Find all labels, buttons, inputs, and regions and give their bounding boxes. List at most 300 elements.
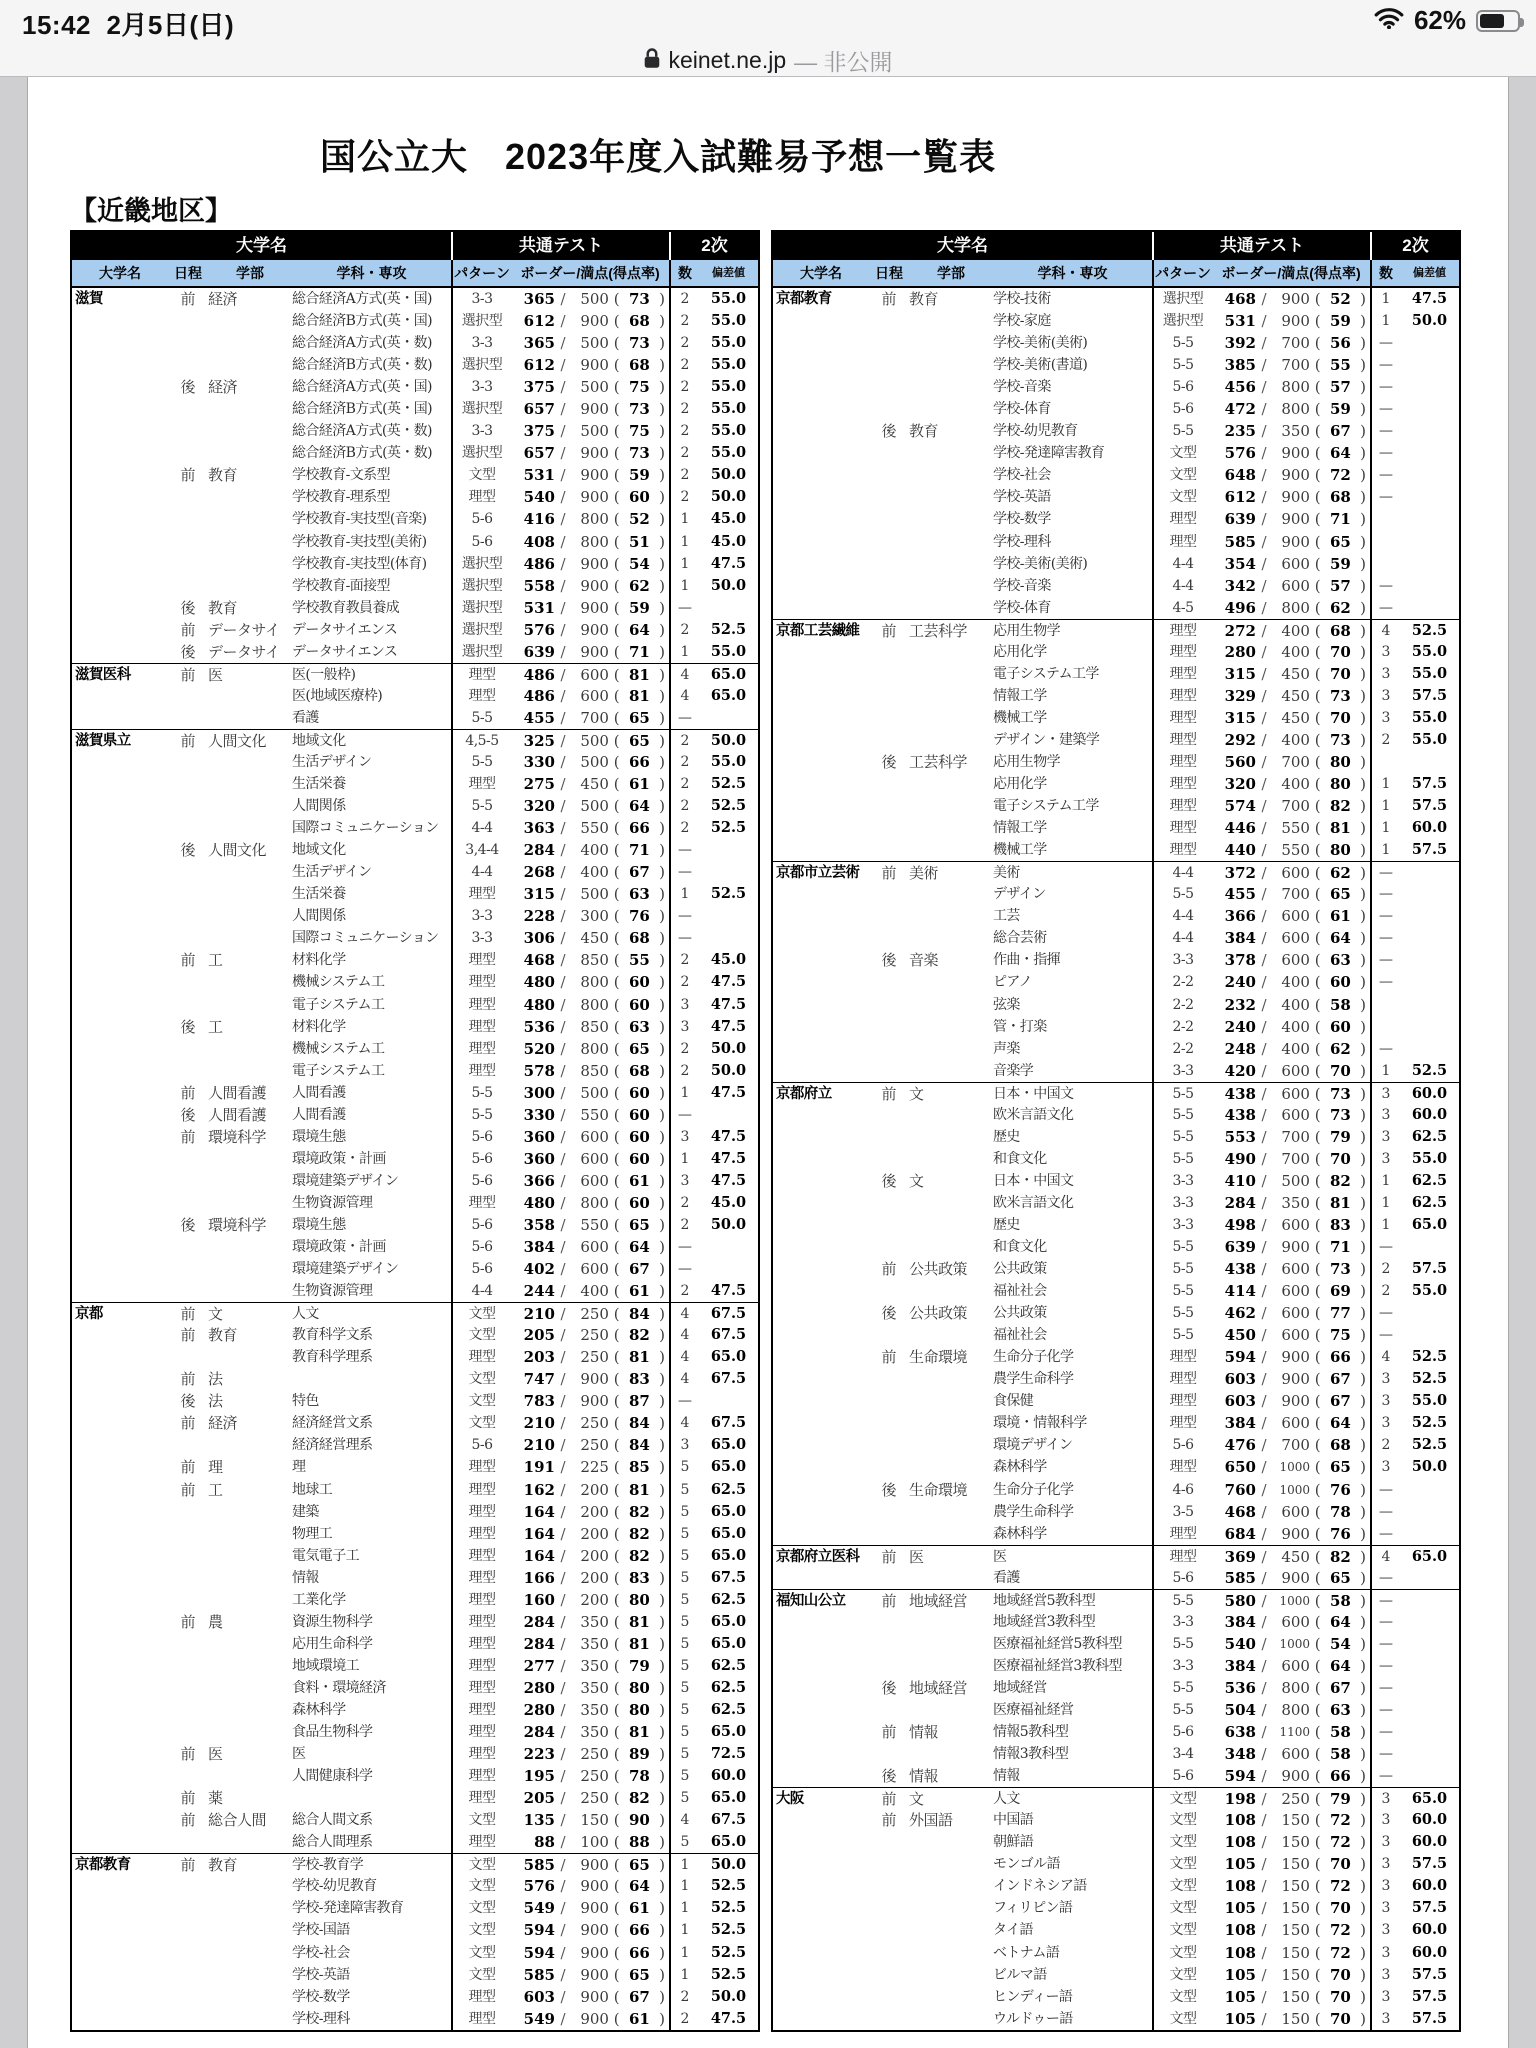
department-cell: 資源生物科学 — [292, 1613, 373, 1630]
department-cell: 教育科学理系 — [292, 1349, 373, 1366]
table-row — [72, 1060, 758, 1082]
col-schedule: 日程 — [174, 265, 202, 281]
border-score-cell: 585 / 900 ( 65 ) — [523, 1965, 665, 1984]
pattern-cell: 5-6 — [1152, 1434, 1212, 1456]
border-score-cell: 580 / 1000 ( 58 ) — [1224, 1591, 1366, 1610]
department-cell: 生活栄養 — [292, 886, 346, 903]
schedule-cell — [869, 729, 909, 751]
pattern-cell: 5-6 — [451, 531, 511, 553]
url-host-label: keinet.ne.jp — [668, 47, 787, 73]
department-cell: 管・打楽 — [993, 1018, 1047, 1035]
faculty-cell: 総合人間 — [208, 1811, 267, 1830]
table-row — [72, 1942, 758, 1964]
department-cell: 医療福祉経営 — [993, 1702, 1074, 1718]
border-score-cell: 88 / 100 ( 88 ) — [534, 1833, 665, 1852]
subject-count-cell: 1 — [1370, 773, 1400, 795]
schedule-cell — [168, 1875, 208, 1897]
pattern-cell: 理型 — [1152, 1412, 1212, 1434]
department-cell: 声楽 — [993, 1040, 1020, 1057]
department-cell: 学校教育-文系型 — [292, 467, 390, 484]
pattern-cell: 4-4 — [451, 817, 511, 839]
pattern-cell: 理型 — [451, 664, 511, 685]
pattern-cell: 5-6 — [451, 1258, 511, 1280]
subject-count-cell: — — [1370, 376, 1400, 398]
pattern-cell: 3-4 — [1152, 1743, 1212, 1765]
table-row — [72, 464, 758, 486]
deviation-cell: 52.5 — [1411, 1061, 1448, 1079]
schedule-cell — [869, 553, 909, 575]
border-score-cell: 384 / 600 ( 64 ) — [1224, 929, 1366, 948]
schedule-cell: 前 — [180, 1414, 196, 1433]
faculty-cell — [909, 531, 993, 553]
table-row — [72, 1611, 758, 1633]
schedule-cell — [168, 1919, 208, 1941]
faculty-cell — [909, 376, 993, 398]
department-cell: 欧米言語文化 — [993, 1194, 1074, 1211]
table-row — [773, 1214, 1459, 1236]
pattern-cell: 理型 — [451, 949, 511, 971]
schedule-cell — [869, 354, 909, 376]
university-cell — [773, 1324, 869, 1346]
deviation-cell: 65.0 — [710, 1348, 747, 1366]
table-row — [773, 1126, 1459, 1148]
department-cell: 生物資源管理 — [292, 1194, 373, 1211]
border-score-cell: 558 / 900 ( 62 ) — [523, 576, 665, 595]
faculty-cell — [909, 332, 993, 354]
subject-count-cell: — — [1370, 862, 1400, 883]
border-score-cell: 315 / 450 ( 70 ) — [1224, 664, 1366, 683]
university-cell — [72, 1831, 168, 1853]
table-row — [72, 817, 758, 839]
deviation-cell: 62.5 — [710, 1678, 747, 1696]
university-cell — [773, 1875, 869, 1897]
subject-count-cell: 3 — [1370, 1788, 1400, 1809]
university-cell — [773, 376, 869, 398]
col-department: 学科・専攻 — [1037, 265, 1108, 281]
deviation-cell — [699, 905, 758, 927]
pattern-cell: 5-6 — [451, 508, 511, 530]
subject-count-cell: — — [669, 839, 699, 861]
university-cell — [72, 1721, 168, 1743]
group-kyotsu-test: 共通テスト — [1152, 232, 1370, 260]
department-cell: 森林科学 — [292, 1702, 346, 1718]
faculty-cell — [909, 1434, 993, 1456]
pattern-cell: 文型 — [1152, 1788, 1212, 1809]
subject-count-cell: 5 — [669, 1456, 699, 1478]
deviation-cell: 47.5 — [710, 1149, 747, 1167]
pattern-cell: 5-6 — [451, 1236, 511, 1258]
schedule-cell — [168, 398, 208, 420]
deviation-cell: 65.0 — [1411, 1215, 1448, 1233]
pattern-cell: 選択型 — [451, 597, 511, 619]
schedule-cell — [168, 1523, 208, 1545]
department-cell: 森林科学 — [993, 1459, 1047, 1476]
department-cell: 学校-数学 — [993, 511, 1051, 528]
university-cell — [773, 1567, 869, 1589]
table-row — [773, 949, 1459, 971]
deviation-cell — [1400, 1677, 1459, 1699]
border-score-cell: 366 / 600 ( 61 ) — [1224, 907, 1366, 926]
faculty-cell — [909, 1699, 993, 1721]
faculty-cell — [909, 1368, 993, 1390]
border-score-cell: 108 / 150 ( 72 ) — [1224, 1877, 1366, 1896]
university-cell — [773, 1390, 869, 1412]
university-cell — [72, 1479, 168, 1501]
pattern-cell: 文型 — [451, 1368, 511, 1390]
department-cell: 材料化学 — [292, 1018, 346, 1035]
table-row — [773, 1809, 1459, 1831]
faculty-cell — [208, 1589, 292, 1611]
subject-count-cell: 3 — [669, 1016, 699, 1038]
pattern-cell: 5-5 — [451, 1104, 511, 1126]
deviation-cell: 52.5 — [710, 1921, 747, 1939]
department-cell: ヒンディー語 — [993, 1988, 1073, 2005]
border-score-cell: 594 / 900 ( 66 ) — [523, 1921, 665, 1940]
deviation-cell — [1400, 1479, 1459, 1501]
department-cell: 福祉社会 — [993, 1283, 1047, 1300]
table-row — [773, 1853, 1459, 1875]
schedule-cell: 後 — [881, 1171, 897, 1190]
schedule-cell — [168, 1280, 208, 1302]
faculty-cell: 医 — [208, 1745, 223, 1764]
faculty-cell: 理 — [208, 1458, 223, 1477]
border-score-cell: 329 / 450 ( 73 ) — [1224, 686, 1366, 705]
border-score-cell: 248 / 400 ( 62 ) — [1224, 1039, 1366, 1058]
university-cell — [773, 773, 869, 795]
department-cell: 特色 — [292, 1393, 319, 1410]
department-cell: 生活デザイン — [292, 864, 372, 881]
university-cell — [773, 707, 869, 729]
schedule-cell — [168, 773, 208, 795]
faculty-cell — [909, 310, 993, 332]
schedule-cell: 前 — [881, 1547, 897, 1566]
subject-count-cell: 5 — [669, 1589, 699, 1611]
deviation-cell: 55.0 — [710, 334, 747, 352]
deviation-cell: 55.0 — [1411, 708, 1448, 726]
border-score-cell: 284 / 350 ( 81 ) — [523, 1723, 665, 1742]
border-score-cell: 354 / 600 ( 59 ) — [1224, 554, 1366, 573]
pattern-cell: 理型 — [451, 1060, 511, 1082]
university-cell — [773, 575, 869, 597]
department-cell: 学校-理科 — [993, 533, 1051, 550]
schedule-cell: 後 — [180, 1215, 196, 1234]
university-cell — [773, 1214, 869, 1236]
pattern-cell: 理型 — [451, 1743, 511, 1765]
deviation-cell: 67.5 — [710, 1370, 747, 1388]
department-cell: データサイエンス — [292, 621, 398, 638]
table-row — [72, 1280, 758, 1302]
deviation-cell: 52.5 — [710, 1965, 747, 1983]
col-subjects: 数 — [669, 260, 699, 286]
border-score-cell: 360 / 600 ( 60 ) — [523, 1149, 665, 1168]
deviation-cell: 67.5 — [710, 1326, 747, 1344]
department-cell: 情報 — [993, 1768, 1020, 1785]
border-score-cell: 105 / 150 ( 70 ) — [1224, 1855, 1366, 1874]
university-cell — [773, 1346, 869, 1368]
table-row — [72, 905, 758, 927]
university-cell — [72, 1324, 168, 1346]
subject-count-cell: 1 — [669, 1875, 699, 1897]
tables-container — [70, 230, 1461, 2032]
subject-count-cell: — — [669, 707, 699, 729]
university-cell — [773, 310, 869, 332]
pattern-cell: 文型 — [1152, 1919, 1212, 1941]
faculty-cell — [208, 1633, 292, 1655]
faculty-cell: 経済 — [208, 1414, 238, 1433]
subject-count-cell: 4 — [1370, 620, 1400, 641]
table-row — [773, 1942, 1459, 1964]
border-score-cell: 648 / 900 ( 72 ) — [1224, 466, 1366, 485]
university-cell — [773, 1699, 869, 1721]
department-cell: 応用化学 — [993, 776, 1047, 793]
deviation-cell: 65.0 — [710, 1612, 747, 1630]
deviation-cell: 45.0 — [710, 1193, 747, 1211]
subject-count-cell: 5 — [669, 1831, 699, 1853]
faculty-cell — [909, 442, 993, 464]
deviation-cell: 55.0 — [1411, 664, 1448, 682]
subject-count-cell — [1370, 1016, 1400, 1038]
border-score-cell: 520 / 800 ( 65 ) — [523, 1039, 665, 1058]
table-row — [773, 817, 1459, 839]
subject-count-cell: 1 — [669, 1854, 699, 1875]
border-score-cell: 438 / 600 ( 73 ) — [1224, 1105, 1366, 1124]
table-row — [773, 1170, 1459, 1192]
pattern-cell: 選択型 — [451, 310, 511, 332]
table-row — [773, 1655, 1459, 1677]
pattern-cell: 4-5 — [1152, 597, 1212, 619]
col-deviation: 偏差値 — [1413, 267, 1446, 279]
border-score-cell: 585 / 900 ( 65 ) — [523, 1856, 665, 1875]
deviation-cell — [1400, 751, 1459, 773]
faculty-cell: 工芸科学 — [909, 621, 968, 640]
subject-count-cell: 3 — [669, 1434, 699, 1456]
deviation-cell: 57.5 — [1411, 686, 1448, 704]
schedule-cell: 後 — [180, 841, 196, 860]
university-cell — [773, 729, 869, 751]
border-score-cell: 456 / 800 ( 57 ) — [1224, 378, 1366, 397]
border-score-cell: 105 / 150 ( 70 ) — [1224, 1987, 1366, 2006]
subject-count-cell: 1 — [1370, 1170, 1400, 1192]
university-cell — [72, 1104, 168, 1126]
faculty-cell — [909, 1942, 993, 1964]
university-cell — [773, 795, 869, 817]
university-cell — [72, 442, 168, 464]
border-score-cell: 348 / 600 ( 58 ) — [1224, 1745, 1366, 1764]
department-cell: 医(一般枠) — [292, 666, 356, 683]
schedule-cell — [168, 685, 208, 707]
schedule-cell — [869, 1831, 909, 1853]
department-cell: 食品生物科学 — [292, 1724, 373, 1741]
table-row — [773, 1545, 1459, 1567]
faculty-cell — [909, 1743, 993, 1765]
pattern-cell: 3-3 — [451, 905, 511, 927]
department-cell: 物理工 — [292, 1525, 333, 1542]
table-row — [773, 1302, 1459, 1324]
deviation-cell: 65.0 — [710, 1502, 747, 1520]
address-bar[interactable] — [643, 44, 892, 77]
deviation-cell — [699, 1104, 758, 1126]
faculty-cell — [208, 1919, 292, 1941]
university-cell — [72, 883, 168, 905]
department-cell: 看護 — [292, 709, 319, 726]
university-cell — [72, 1456, 168, 1478]
deviation-cell: 57.5 — [1411, 1965, 1448, 1983]
schedule-cell — [168, 861, 208, 883]
deviation-cell: 65.0 — [710, 1458, 747, 1476]
border-score-cell: 402 / 600 ( 67 ) — [523, 1260, 665, 1279]
university-cell — [773, 1104, 869, 1126]
pattern-cell: 5-5 — [451, 707, 511, 729]
university-cell — [72, 1258, 168, 1280]
schedule-cell: 前 — [180, 665, 196, 684]
department-cell: 建築 — [292, 1503, 319, 1520]
subject-count-cell: 3 — [1370, 1412, 1400, 1434]
schedule-cell — [168, 1964, 208, 1986]
faculty-cell — [208, 1567, 292, 1589]
border-score-cell: 462 / 600 ( 77 ) — [1224, 1304, 1366, 1323]
border-score-cell: 228 / 300 ( 76 ) — [523, 907, 665, 926]
table-row — [72, 531, 758, 553]
border-score-cell: 280 / 350 ( 80 ) — [523, 1678, 665, 1697]
deviation-cell — [1400, 1721, 1459, 1743]
schedule-cell: 前 — [881, 1084, 897, 1103]
university-cell — [72, 1346, 168, 1368]
subject-count-cell: 3 — [1370, 1853, 1400, 1875]
schedule-cell — [869, 464, 909, 486]
university-cell — [773, 1456, 869, 1478]
university-cell — [773, 1038, 869, 1060]
department-cell: 学校教育-実技型(音楽) — [292, 511, 427, 528]
department-cell: 電子システム工学 — [993, 798, 1099, 815]
border-score-cell: 369 / 450 ( 82 ) — [1224, 1547, 1366, 1566]
table-row — [773, 420, 1459, 442]
deviation-cell: 60.0 — [1411, 1833, 1448, 1851]
pattern-cell: 4,5-5 — [451, 730, 511, 751]
deviation-cell: 52.5 — [1411, 1348, 1448, 1366]
schedule-cell — [168, 1765, 208, 1787]
schedule-cell — [168, 1060, 208, 1082]
deviation-cell — [1400, 971, 1459, 993]
subject-count-cell: 2 — [1370, 1258, 1400, 1280]
university-cell — [72, 597, 168, 619]
pattern-cell: 5-6 — [1152, 376, 1212, 398]
border-score-cell: 205 / 250 ( 82 ) — [523, 1789, 665, 1808]
department-cell — [292, 1368, 451, 1390]
schedule-cell — [168, 1897, 208, 1919]
deviation-cell: 67.5 — [710, 1811, 747, 1829]
subject-count-cell: 2 — [669, 1038, 699, 1060]
schedule-cell: 後 — [881, 1304, 897, 1323]
table-row — [773, 1589, 1459, 1611]
table-row — [773, 971, 1459, 993]
subject-count-cell: — — [1370, 1501, 1400, 1523]
pattern-cell: 5-5 — [1152, 1302, 1212, 1324]
table-row — [773, 1060, 1459, 1082]
pattern-cell: 文型 — [451, 1919, 511, 1941]
table-row — [773, 1434, 1459, 1456]
deviation-cell — [1400, 420, 1459, 442]
department-cell: 美術 — [993, 865, 1020, 882]
table-row — [773, 442, 1459, 464]
faculty-cell: 人間文化 — [208, 841, 267, 860]
border-score-cell: 468 / 900 ( 52 ) — [1224, 290, 1366, 308]
deviation-cell — [1400, 905, 1459, 927]
table-row — [72, 751, 758, 773]
table-row — [773, 883, 1459, 905]
table-row — [72, 398, 758, 420]
schedule-cell — [869, 1699, 909, 1721]
deviation-cell: 47.5 — [710, 1171, 747, 1189]
pattern-cell: 文型 — [451, 1809, 511, 1831]
table-row — [773, 685, 1459, 707]
table-row — [773, 1964, 1459, 1986]
faculty-cell — [208, 354, 292, 376]
deviation-cell: 55.0 — [710, 642, 747, 660]
table-row — [72, 1986, 758, 2008]
webpage-document[interactable] — [27, 77, 1509, 2048]
border-score-cell: 375 / 500 ( 75 ) — [523, 422, 665, 441]
schedule-cell — [869, 1016, 909, 1038]
subject-count-cell: — — [669, 927, 699, 949]
border-score-cell: 203 / 250 ( 81 ) — [523, 1348, 665, 1367]
border-score-cell: 292 / 400 ( 73 ) — [1224, 730, 1366, 749]
subject-count-cell: 2 — [669, 751, 699, 773]
department-cell: 環境建築デザイン — [292, 1172, 399, 1189]
table-row — [773, 1236, 1459, 1258]
faculty-cell: データサイ — [208, 642, 280, 661]
border-score-cell: 603 / 900 ( 67 ) — [523, 1987, 665, 2006]
deviation-cell: 50.0 — [710, 466, 747, 484]
schedule-cell — [869, 773, 909, 795]
university-cell — [72, 994, 168, 1016]
border-score-cell: 244 / 400 ( 61 ) — [523, 1282, 665, 1301]
department-cell: 情報 — [292, 1569, 319, 1586]
deviation-cell: 45.0 — [710, 532, 747, 550]
faculty-cell — [909, 1567, 993, 1589]
schedule-cell — [869, 905, 909, 927]
schedule-cell: 後 — [180, 1392, 196, 1411]
schedule-cell — [168, 1501, 208, 1523]
border-score-cell: 384 / 600 ( 64 ) — [523, 1238, 665, 1257]
university-cell — [72, 1545, 168, 1567]
subject-count-cell: — — [1370, 905, 1400, 927]
university-cell — [773, 663, 869, 685]
university-cell — [72, 354, 168, 376]
university-cell: 京都市立芸術 — [776, 865, 860, 882]
schedule-cell — [869, 597, 909, 619]
faculty-cell — [208, 1346, 292, 1368]
university-cell — [773, 971, 869, 993]
subject-count-cell: 2 — [1370, 1280, 1400, 1302]
department-cell: 電子システム工学 — [993, 665, 1099, 682]
deviation-cell: 50.0 — [710, 1987, 747, 2005]
faculty-cell: 美術 — [909, 864, 939, 883]
university-cell — [72, 861, 168, 883]
subject-count-cell: — — [1370, 1655, 1400, 1677]
border-score-cell: 330 / 500 ( 66 ) — [523, 752, 665, 771]
university-cell — [773, 597, 869, 619]
faculty-cell: 情報 — [909, 1723, 939, 1742]
table-group-header — [72, 232, 758, 260]
table-row — [773, 619, 1459, 641]
subject-count-cell: 2 — [669, 1192, 699, 1214]
table-row — [72, 619, 758, 641]
university-cell — [773, 442, 869, 464]
table-row — [72, 1258, 758, 1280]
university-cell — [72, 1148, 168, 1170]
pattern-cell: 文型 — [1152, 1964, 1212, 1986]
pattern-cell: 文型 — [451, 1854, 511, 1875]
